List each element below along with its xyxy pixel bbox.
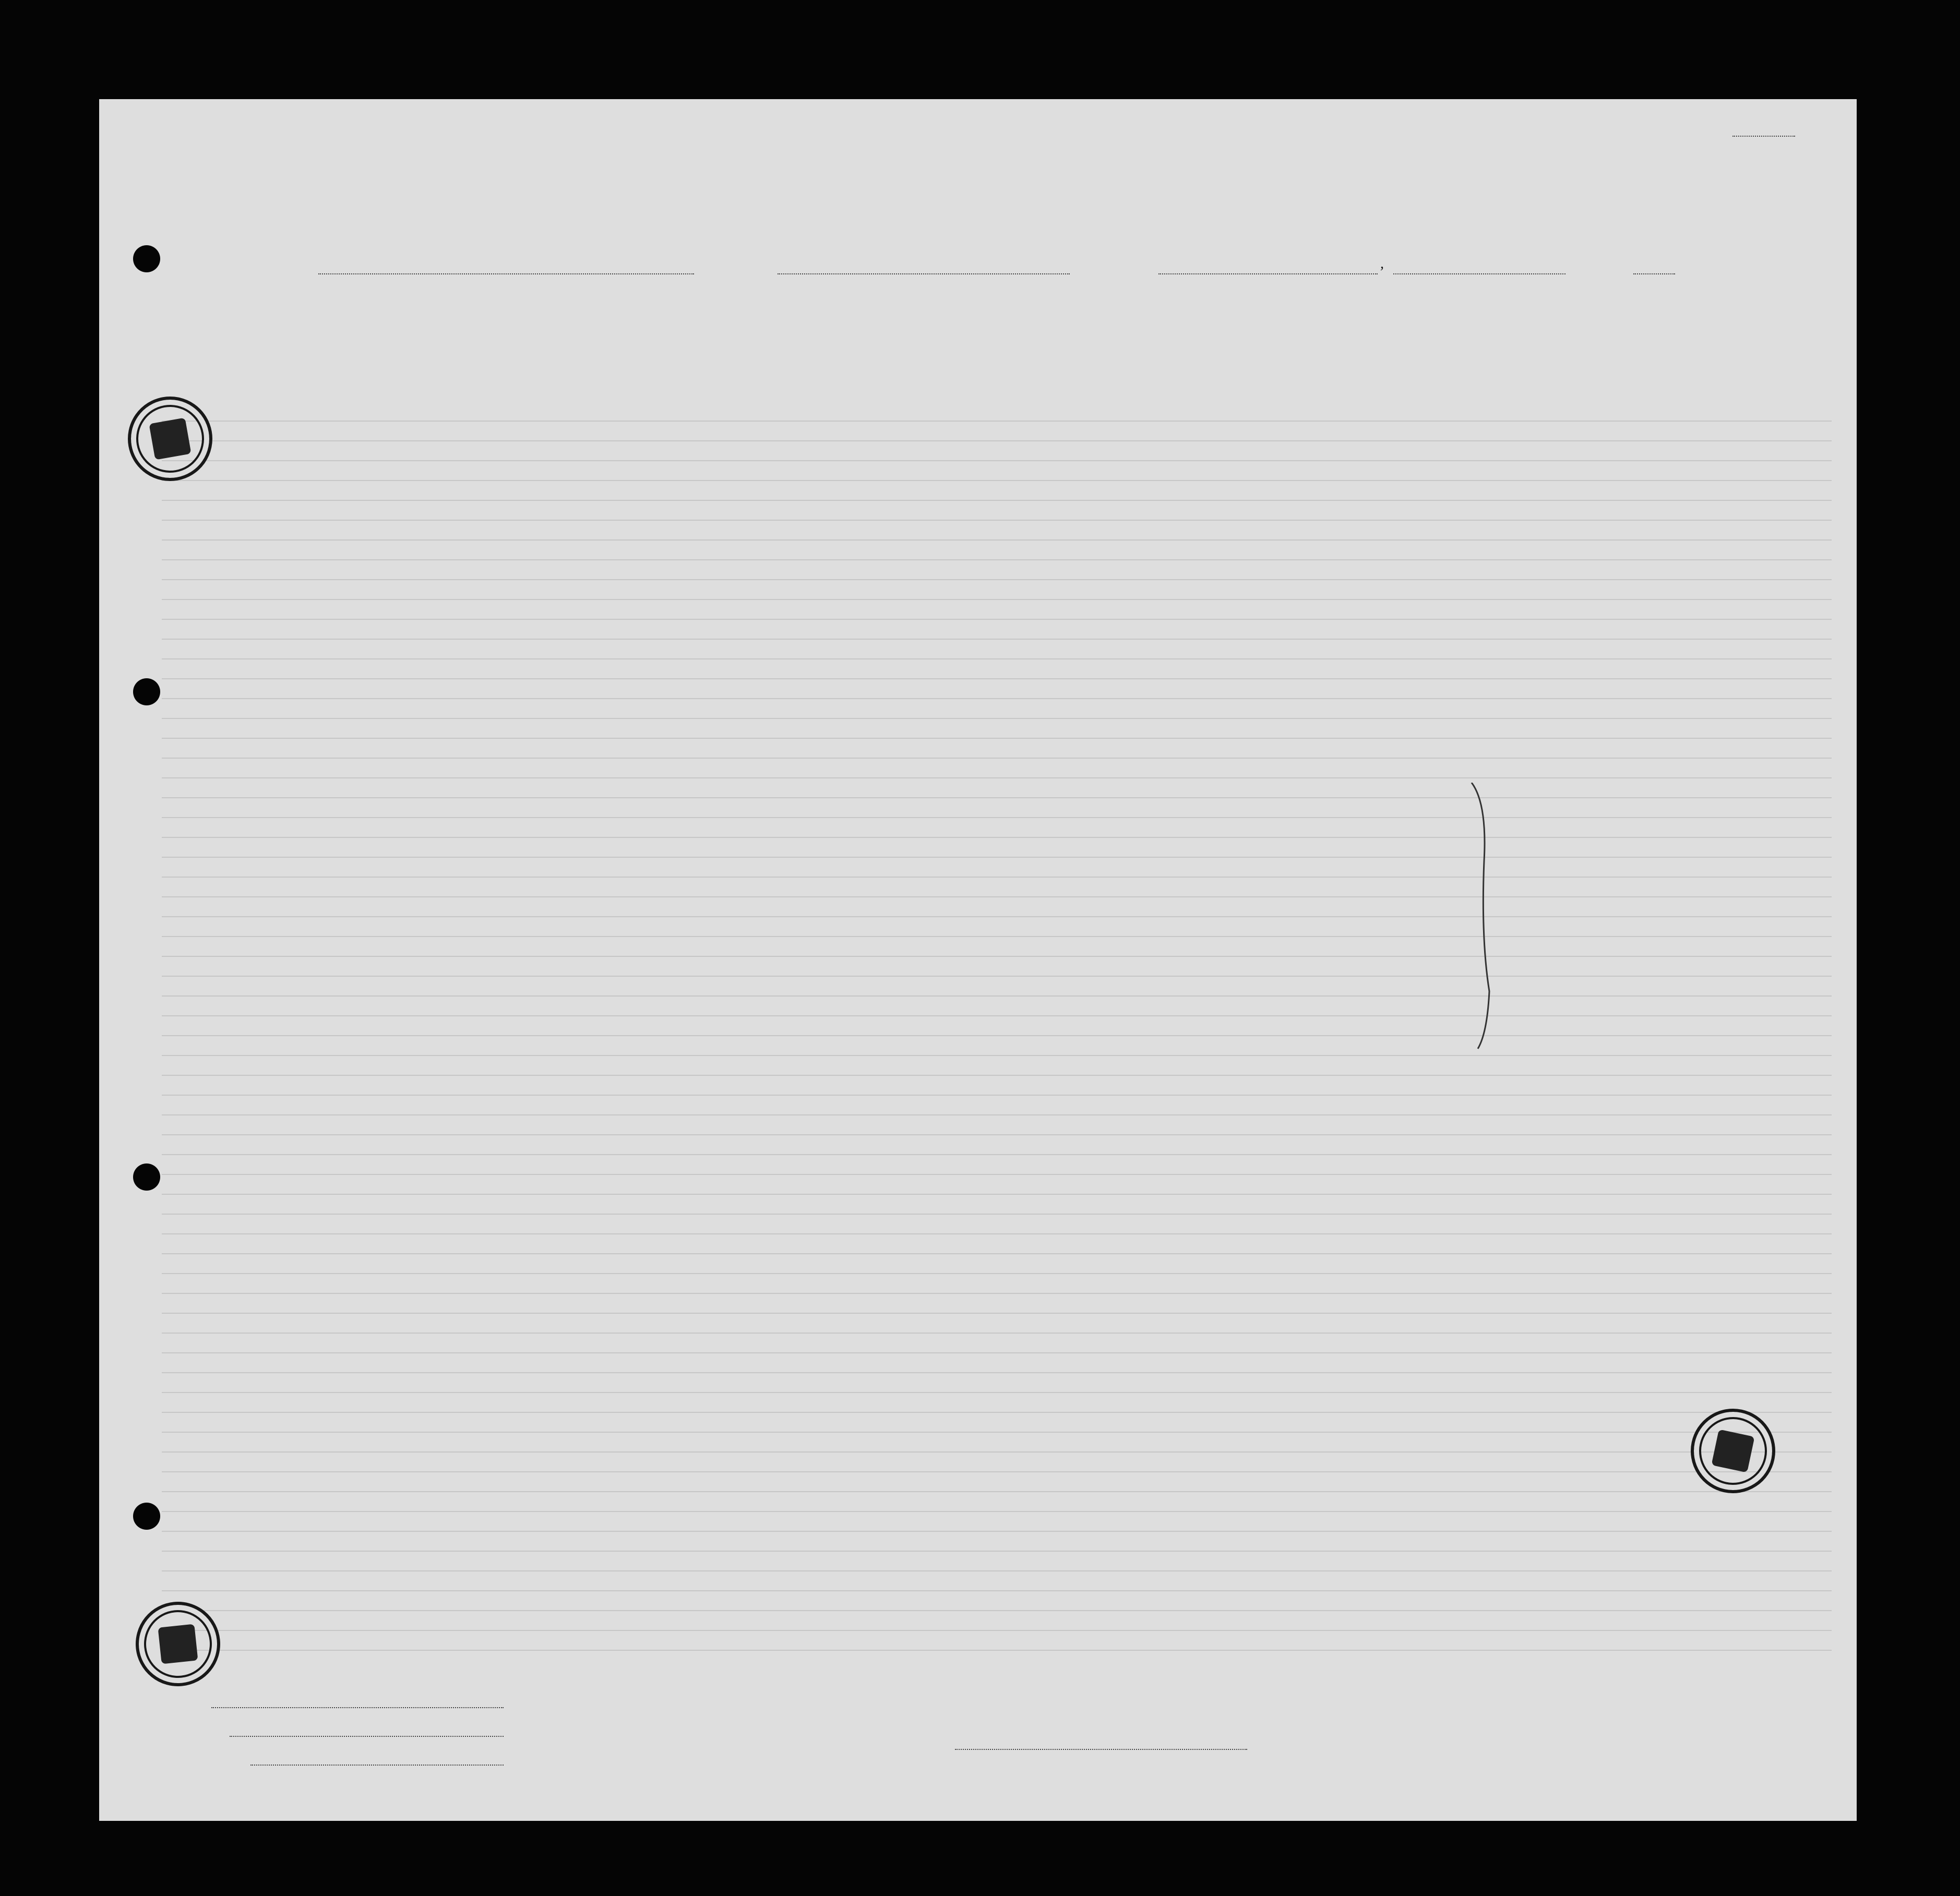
col-header-11 bbox=[1132, 300, 1216, 321]
col-header-17 bbox=[1699, 300, 1819, 309]
punch-hole bbox=[133, 1503, 160, 1530]
col-header-3 bbox=[266, 300, 611, 321]
col-header-10 bbox=[1096, 300, 1132, 321]
sheet-number-field bbox=[1649, 115, 1659, 136]
punch-hole bbox=[133, 1163, 160, 1191]
col-header-15 bbox=[1417, 300, 1516, 310]
punch-hole bbox=[133, 678, 160, 705]
col-header-1 bbox=[164, 300, 190, 310]
manifest-sheet: , bbox=[99, 99, 1857, 1821]
punch-hole bbox=[133, 245, 160, 272]
col-header-9 bbox=[1059, 300, 1096, 321]
col-header-16 bbox=[1519, 300, 1696, 307]
col-header-6 bbox=[801, 300, 963, 310]
col-header-4 bbox=[608, 300, 681, 316]
col-header-5 bbox=[684, 300, 798, 321]
col-header-13 bbox=[1315, 300, 1365, 321]
bracket-mark bbox=[1466, 783, 1498, 1054]
col-header-8 bbox=[1012, 300, 1059, 313]
col-header-14 bbox=[1365, 300, 1414, 321]
col-header-12 bbox=[1216, 300, 1315, 321]
